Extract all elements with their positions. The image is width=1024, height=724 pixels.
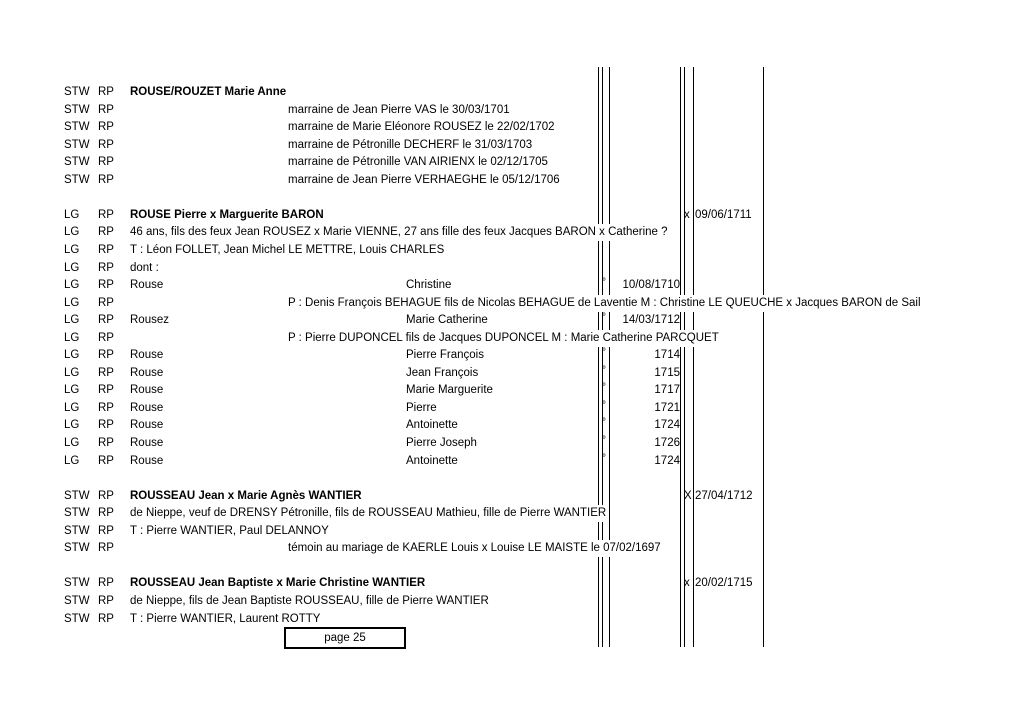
source-code: STW: [64, 103, 90, 116]
register-code: RP: [98, 419, 114, 432]
birth-mark: °: [602, 277, 606, 289]
first-name: Pierre: [406, 401, 437, 414]
register-code: RP: [98, 279, 114, 292]
first-name: Pierre François: [406, 349, 484, 362]
register-code: RP: [98, 103, 114, 116]
entry-text: dont :: [130, 261, 159, 274]
entry-text: Rouse: [130, 366, 164, 379]
register-code: RP: [98, 173, 114, 186]
birth-date: 1726: [654, 437, 680, 449]
register-code: RP: [98, 612, 114, 625]
register-row: [0, 295, 1024, 312]
birth-date: 1721: [654, 401, 680, 414]
source-code: LG: [64, 226, 80, 239]
source-code: STW: [64, 489, 90, 502]
entry-text: ROUSE Pierre x Marguerite BARON: [130, 208, 324, 221]
register-code: RP: [98, 524, 114, 537]
register-row: [0, 260, 1024, 277]
source-code: STW: [64, 173, 90, 186]
register-row: [0, 347, 1024, 364]
entry-text: T : Pierre WANTIER, Paul DELANNOY: [130, 524, 329, 537]
marriage-date: 09/06/1711: [695, 208, 752, 221]
entry-text: Rouse: [130, 437, 164, 449]
marriage-date: 20/02/1715: [695, 577, 753, 590]
blank-row: [0, 558, 1024, 575]
register-row: [0, 575, 1024, 592]
register-row: [0, 523, 1024, 540]
register-code: RP: [98, 138, 114, 151]
birth-mark: °: [602, 347, 606, 359]
register-row: [0, 453, 1024, 470]
birth-date: 1717: [654, 384, 680, 397]
page-number: page 25: [284, 627, 406, 649]
register-row: [0, 277, 1024, 294]
register-row: [0, 154, 1024, 171]
source-code: LG: [64, 401, 80, 414]
register-code: RP: [98, 86, 114, 98]
entry-text: ROUSE/ROUZET Marie Anne: [130, 86, 287, 98]
marriage-mark: x: [684, 208, 690, 221]
register-code: RP: [98, 454, 114, 467]
blank-row: [0, 189, 1024, 206]
source-code: LG: [64, 419, 80, 432]
register-row: [0, 312, 1024, 329]
first-name: Marie Marguerite: [406, 384, 493, 397]
source-code: STW: [64, 594, 90, 607]
register-code: RP: [98, 261, 114, 274]
register-code: RP: [98, 401, 114, 414]
source-code: STW: [64, 542, 90, 555]
source-code: LG: [64, 366, 80, 379]
first-name: Antoinette: [406, 419, 458, 432]
register-row: [0, 611, 1024, 628]
register-code: RP: [98, 208, 114, 221]
marriage-date: 27/04/1712: [695, 489, 753, 502]
entry-text: T : Léon FOLLET, Jean Michel LE METTRE, Louis CHARLES: [130, 243, 445, 256]
register-row: [0, 382, 1024, 399]
first-name: Marie Catherine: [406, 314, 488, 327]
register-row: [0, 119, 1024, 136]
entry-detail: marraine de Pétronille DECHERF le 31/03/1703: [288, 138, 533, 151]
birth-mark: °: [602, 364, 606, 376]
entry-detail: marraine de Pétronille VAN AIRIENX le 02/12/1705: [288, 156, 548, 169]
source-code: LG: [64, 279, 80, 292]
register-code: RP: [98, 507, 114, 520]
birth-mark: °: [602, 417, 606, 429]
register-code: RP: [98, 243, 114, 256]
source-code: LG: [64, 331, 80, 344]
entry-detail: marraine de Marie Eléonore ROUSEZ le 22/02/1702: [288, 121, 555, 134]
register-row: [0, 172, 1024, 189]
register-code: RP: [98, 437, 114, 449]
entry-text: Rouse: [130, 349, 164, 362]
register-code: RP: [98, 314, 114, 327]
blank-row: [0, 470, 1024, 487]
source-code: STW: [64, 138, 90, 151]
register-row: [0, 505, 1024, 522]
first-name: Jean François: [406, 366, 479, 379]
entry-text: Rouse: [130, 454, 164, 467]
register-row: [0, 365, 1024, 382]
register-code: RP: [98, 489, 114, 502]
register-code: RP: [98, 594, 114, 607]
entry-text: Rouse: [130, 419, 164, 432]
source-code: STW: [64, 507, 90, 520]
register-row: [0, 84, 1024, 101]
source-code: LG: [64, 314, 80, 327]
source-code: LG: [64, 437, 80, 449]
register-code: RP: [98, 366, 114, 379]
source-code: LG: [64, 243, 80, 256]
source-code: STW: [64, 577, 90, 590]
register-row: [0, 540, 1024, 557]
birth-mark: °: [602, 312, 606, 324]
birth-mark: °: [602, 382, 606, 394]
entry-text: Rouse: [130, 401, 164, 414]
marriage-mark: X: [684, 489, 692, 502]
register-row: [0, 224, 1024, 241]
register-row: [0, 417, 1024, 434]
register-code: RP: [98, 331, 114, 344]
register-row: [0, 435, 1024, 452]
register-code: RP: [98, 384, 114, 397]
entry-text: de Nieppe, fils de Jean Baptiste ROUSSEAU, fille de Pierre WANTIER: [130, 594, 489, 607]
register-code: RP: [98, 121, 114, 134]
source-code: LG: [64, 384, 80, 397]
entry-text: 46 ans, fils des feux Jean ROUSEZ x Marie VIENNE, 27 ans fille des feux Jacques BARON x Catherine ?: [130, 224, 671, 241]
register-code: RP: [98, 156, 114, 169]
entry-detail: P : Denis François BEHAGUE fils de Nicolas BEHAGUE de Laventie M : Christine LE QUEUCHE x Jacques BARON de Sail: [288, 295, 924, 312]
entry-text: Rouse: [130, 279, 164, 292]
entry-detail: marraine de Jean Pierre VERHAEGHE le 05/12/1706: [288, 173, 560, 186]
birth-date: 1715: [654, 366, 680, 379]
birth-date: 14/03/1712: [622, 314, 680, 327]
first-name: Pierre Joseph: [406, 437, 477, 449]
register-code: RP: [98, 542, 114, 555]
entry-text: T : Pierre WANTIER, Laurent ROTTY: [130, 612, 321, 625]
source-code: LG: [64, 349, 80, 362]
register-code: RP: [98, 296, 114, 309]
birth-mark: °: [602, 452, 606, 464]
source-code: LG: [64, 454, 80, 467]
entry-detail: P : Pierre DUPONCEL fils de Jacques DUPONCEL M : Marie Catherine PARCQUET: [288, 330, 722, 347]
source-code: LG: [64, 296, 80, 309]
register-row: [0, 330, 1024, 347]
register-code: RP: [98, 349, 114, 362]
entry-detail: marraine de Jean Pierre VAS le 30/03/1701: [288, 103, 510, 116]
entry-text: ROUSSEAU Jean Baptiste x Marie Christine WANTIER: [130, 577, 426, 590]
source-code: STW: [64, 524, 90, 537]
marriage-mark: x: [684, 577, 690, 590]
entry-text: Rousez: [130, 314, 169, 327]
register-row: [0, 593, 1024, 610]
source-code: STW: [64, 86, 90, 98]
first-name: Christine: [406, 279, 452, 292]
entry-text: de Nieppe, veuf de DRENSY Pétronille, fils de ROUSSEAU Mathieu, fille de Pierre WANTIER: [130, 505, 609, 522]
source-code: STW: [64, 156, 90, 169]
source-code: STW: [64, 612, 90, 625]
birth-date: 10/08/1710: [622, 279, 680, 292]
register-row: [0, 400, 1024, 417]
entry-detail: témoin au mariage de KAERLE Louis x Louise LE MAISTE le 07/02/1697: [288, 540, 664, 557]
source-code: LG: [64, 261, 80, 274]
birth-mark: °: [602, 399, 606, 411]
register-code: RP: [98, 226, 114, 239]
birth-date: 1714: [654, 349, 680, 362]
birth-date: 1724: [654, 454, 680, 467]
register-row: [0, 102, 1024, 119]
first-name: Antoinette: [406, 454, 458, 467]
register-row: [0, 242, 1024, 259]
register-row: [0, 488, 1024, 505]
source-code: LG: [64, 208, 80, 221]
entry-text: Rouse: [130, 384, 164, 397]
register-row: [0, 137, 1024, 154]
source-code: STW: [64, 121, 90, 134]
birth-date: 1724: [654, 419, 680, 432]
birth-mark: °: [602, 435, 606, 446]
register-row: [0, 207, 1024, 224]
entry-text: ROUSSEAU Jean x Marie Agnès WANTIER: [130, 489, 362, 502]
register-code: RP: [98, 577, 114, 590]
